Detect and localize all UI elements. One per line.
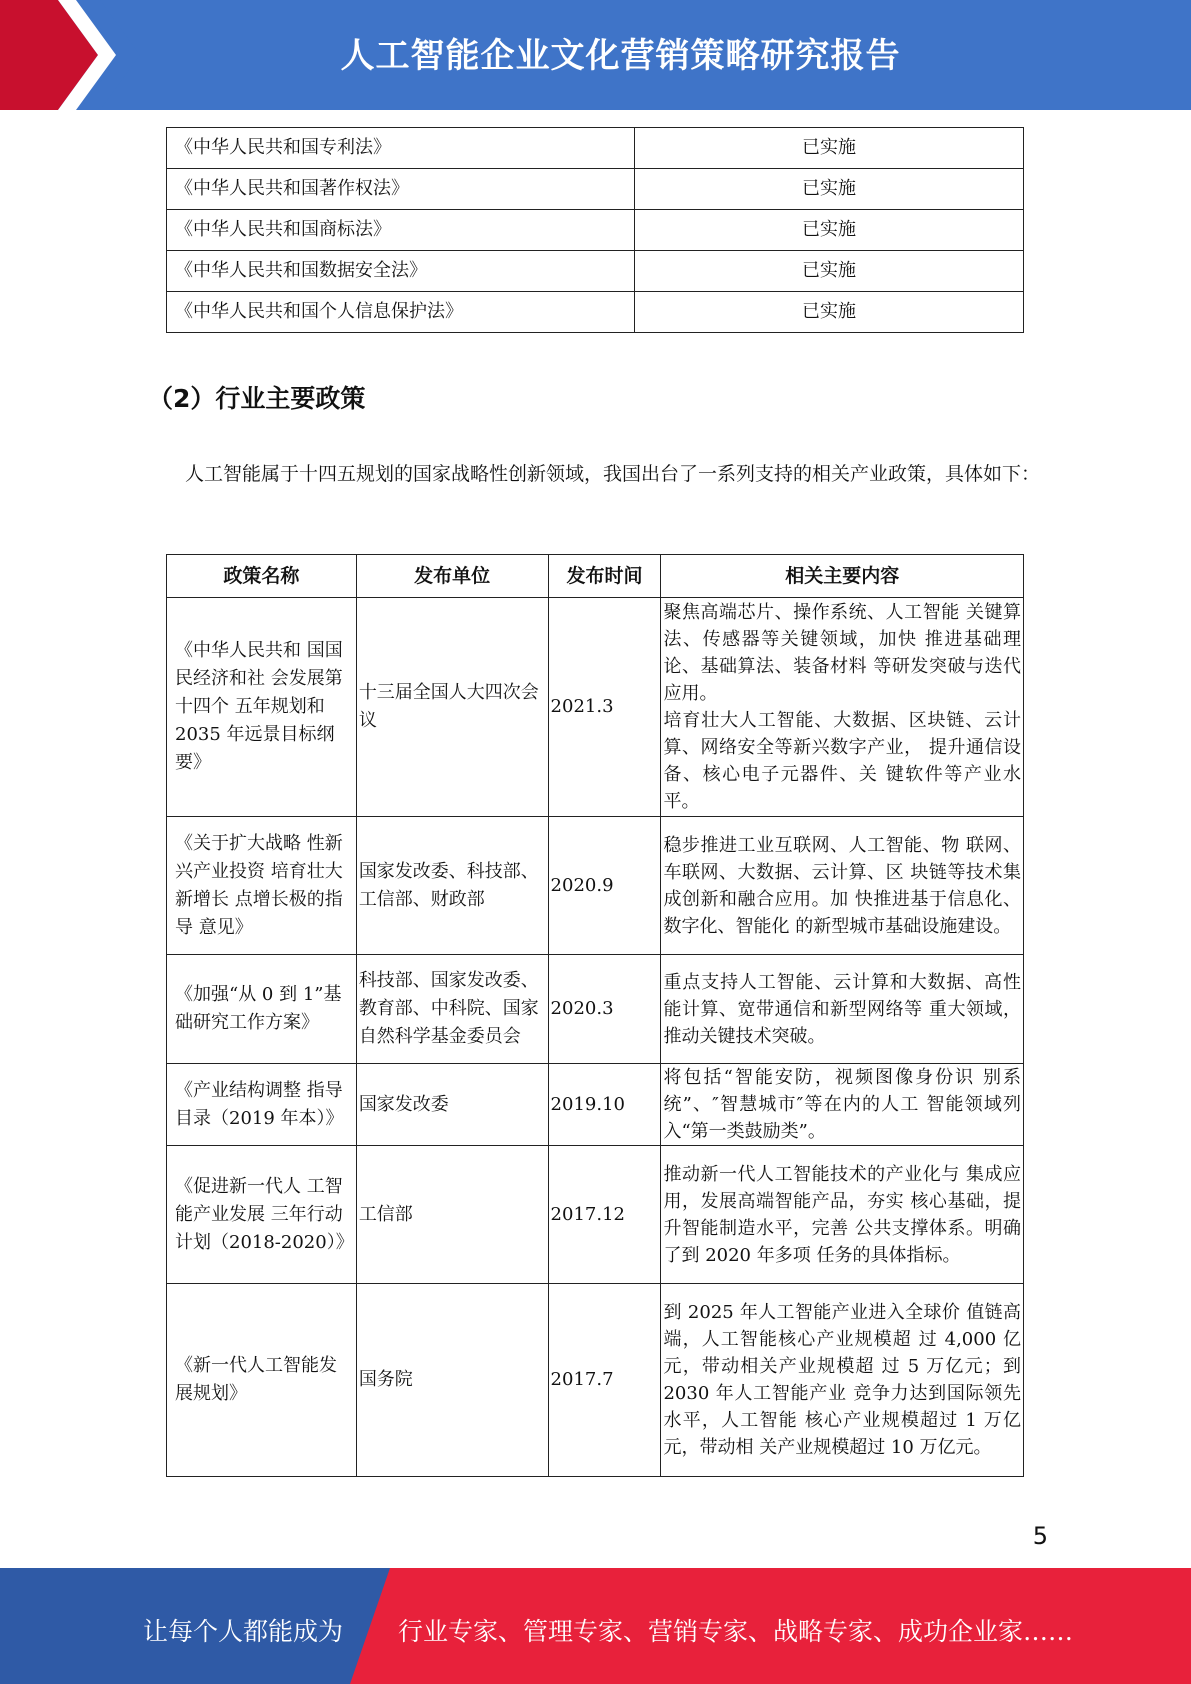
section-paragraph: 人工智能属于十四五规划的国家战略性创新领域，我国出台了一系列支持的相关产业政策，具体如下： — [185, 463, 1041, 485]
policy-date: 2017.12 — [548, 1146, 661, 1284]
table-header-row — [167, 555, 1024, 598]
report-title: 人工智能企业文化营销策略研究报告 — [340, 36, 901, 76]
policy-issuer: 十三届全国人大四次会议 — [356, 598, 548, 817]
table-row — [167, 1284, 1024, 1477]
law-name: 《中华人民共和国著作权法》 — [167, 169, 635, 210]
law-name: 《中华人民共和国数据安全法》 — [167, 251, 635, 292]
policy-date: 2021.3 — [548, 598, 661, 817]
page-number: 5 — [1032, 1522, 1048, 1550]
column-header-issuer: 发布单位 — [356, 555, 548, 598]
policy-name: 《促进新一代人 工智能产业发展 三年行动计划（2018-2020）》 — [167, 1146, 357, 1284]
policy-name: 《新一代人工智能发展规划》 — [167, 1284, 357, 1477]
policy-content: 聚焦高端芯片、操作系统、人工智能 关键算法、传感器等关键领域，加快 推进基础理论、基础算法、装备材料 等研发突破与迭代应用。 培育壮大人工智能、大数据、区块链、云计算、网络安全等新兴数字产业， 提升通信设备、核心电子元器件、关 键软件等产业水平。 — [661, 598, 1024, 817]
policy-issuer: 工信部 — [356, 1146, 548, 1284]
policy-content: 到 2025 年人工智能产业进入全球价 值链高端，人工智能核心产业规模超 过 4,000 亿元，带动相关产业规模超 过 5 万亿元；到 2030 年人工智能产业 竞争力达到国际领先水平，人工智能 核心产业规模超过 1 万亿元，带动相 关产业规模超过 10 万亿元。 — [661, 1284, 1024, 1477]
law-status: 已实施 — [635, 169, 1024, 210]
law-name: 《中华人民共和国专利法》 — [167, 128, 635, 169]
policy-name: 《产业结构调整 指导目录（2019 年本）》 — [167, 1064, 357, 1146]
policy-name: 《关于扩大战略 性新兴产业投资 培育壮大新增长 点增长极的指导 意见》 — [167, 817, 357, 955]
policy-issuer: 国家发改委 — [356, 1064, 548, 1146]
policy-date: 2019.10 — [548, 1064, 661, 1146]
laws-table — [166, 127, 1024, 333]
table-row — [167, 817, 1024, 955]
policy-name: 《中华人民共和 国国民经济和社 会发展第十四个 五年规划和 2035 年远景目标纲要》 — [167, 598, 357, 817]
table-row — [167, 1064, 1024, 1146]
table-row — [167, 210, 1024, 251]
policy-issuer: 国务院 — [356, 1284, 548, 1477]
policy-content: 推动新一代人工智能技术的产业化与 集成应用，发展高端智能产品，夯实 核心基础，提升智能制造水平，完善 公共支撑体系。明确了到 2020 年多项 任务的具体指标。 — [661, 1146, 1024, 1284]
table-row — [167, 292, 1024, 333]
policy-content: 将包括“智能安防，视频图像身份识 别系统”、″智慧城市″等在内的人工 智能领域列入“第一类鼓励类”。 — [661, 1064, 1024, 1146]
section-heading: （2）行业主要政策 — [148, 384, 366, 413]
footer-slogan-left: 让每个人都能成为 — [143, 1617, 344, 1646]
policy-name: 《加强“从 0 到 1”基础研究工作方案》 — [167, 955, 357, 1064]
table-row — [167, 169, 1024, 210]
column-header-content: 相关主要内容 — [661, 555, 1024, 598]
column-header-date: 发布时间 — [548, 555, 661, 598]
footer-slogan-right: 行业专家、管理专家、营销专家、战略专家、成功企业家…… — [398, 1617, 1074, 1646]
page-header — [0, 0, 1191, 110]
table-row — [167, 955, 1024, 1064]
policy-date: 2020.9 — [548, 817, 661, 955]
law-name: 《中华人民共和国个人信息保护法》 — [167, 292, 635, 333]
law-name: 《中华人民共和国商标法》 — [167, 210, 635, 251]
column-header-name: 政策名称 — [167, 555, 357, 598]
header-arrow-decoration — [0, 0, 150, 110]
law-status: 已实施 — [635, 292, 1024, 333]
law-status: 已实施 — [635, 128, 1024, 169]
table-row — [167, 251, 1024, 292]
table-row — [167, 1146, 1024, 1284]
policy-content: 重点支持人工智能、云计算和大数据、高性能计算、宽带通信和新型网络等 重大领域，推动关键技术突破。 — [661, 955, 1024, 1064]
law-status: 已实施 — [635, 210, 1024, 251]
policy-issuer: 科技部、国家发改委、教育部、中科院、国家自然科学基金委员会 — [356, 955, 548, 1064]
page-footer — [0, 1568, 1191, 1684]
table-row — [167, 128, 1024, 169]
policy-content: 稳步推进工业互联网、人工智能、物 联网、车联网、大数据、云计算、区 块链等技术集成创新和融合应用。加 快推进基于信息化、数字化、智能化 的新型城市基础设施建设。 — [661, 817, 1024, 955]
policy-date: 2017.7 — [548, 1284, 661, 1477]
policy-table — [166, 554, 1024, 1477]
policy-date: 2020.3 — [548, 955, 661, 1064]
law-status: 已实施 — [635, 251, 1024, 292]
policy-issuer: 国家发改委、科技部、工信部、财政部 — [356, 817, 548, 955]
table-row — [167, 598, 1024, 817]
